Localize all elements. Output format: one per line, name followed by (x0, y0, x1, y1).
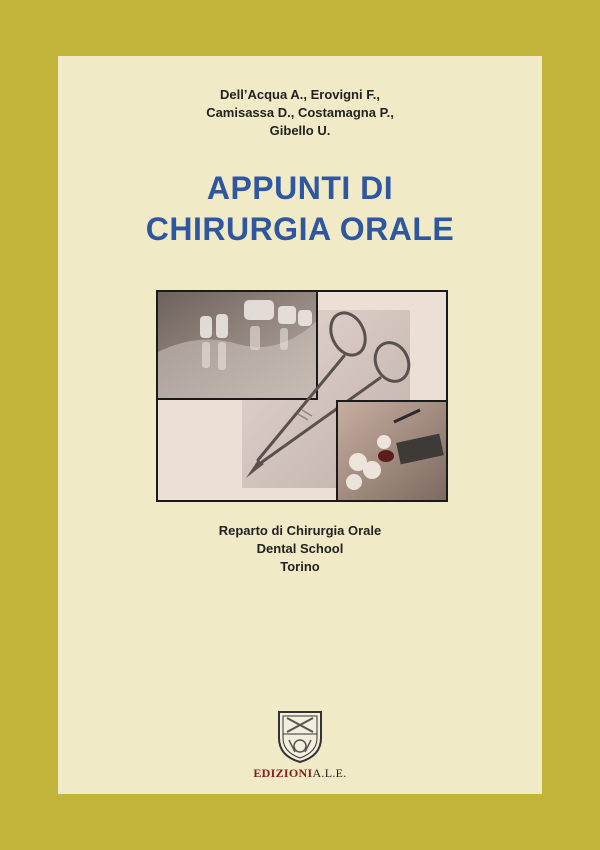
department-line: Reparto di Chirurgia Orale (218, 523, 382, 538)
author-line: Gibello U. (269, 123, 331, 138)
coat-of-arms-icon (275, 708, 325, 764)
department-line: Torino (280, 559, 320, 574)
cover-page (58, 56, 542, 794)
author-line: Dell’Acqua A., Erovigni F., (220, 87, 380, 102)
publisher-prefix: EDIZIONI (253, 766, 313, 780)
cover-illustration (156, 290, 448, 502)
book-title (58, 168, 542, 250)
title-line: APPUNTI DI (206, 170, 394, 206)
department-block (58, 522, 542, 576)
department-line: Dental School (256, 541, 344, 556)
publisher-suffix: A.L.E. (312, 766, 347, 780)
author-line: Camisassa D., Costamagna P., (206, 105, 394, 120)
publisher-name (58, 766, 542, 781)
authors-block (58, 86, 542, 140)
xray-forceps-surgery-collage (158, 292, 446, 500)
title-line: CHIRURGIA ORALE (145, 211, 455, 247)
